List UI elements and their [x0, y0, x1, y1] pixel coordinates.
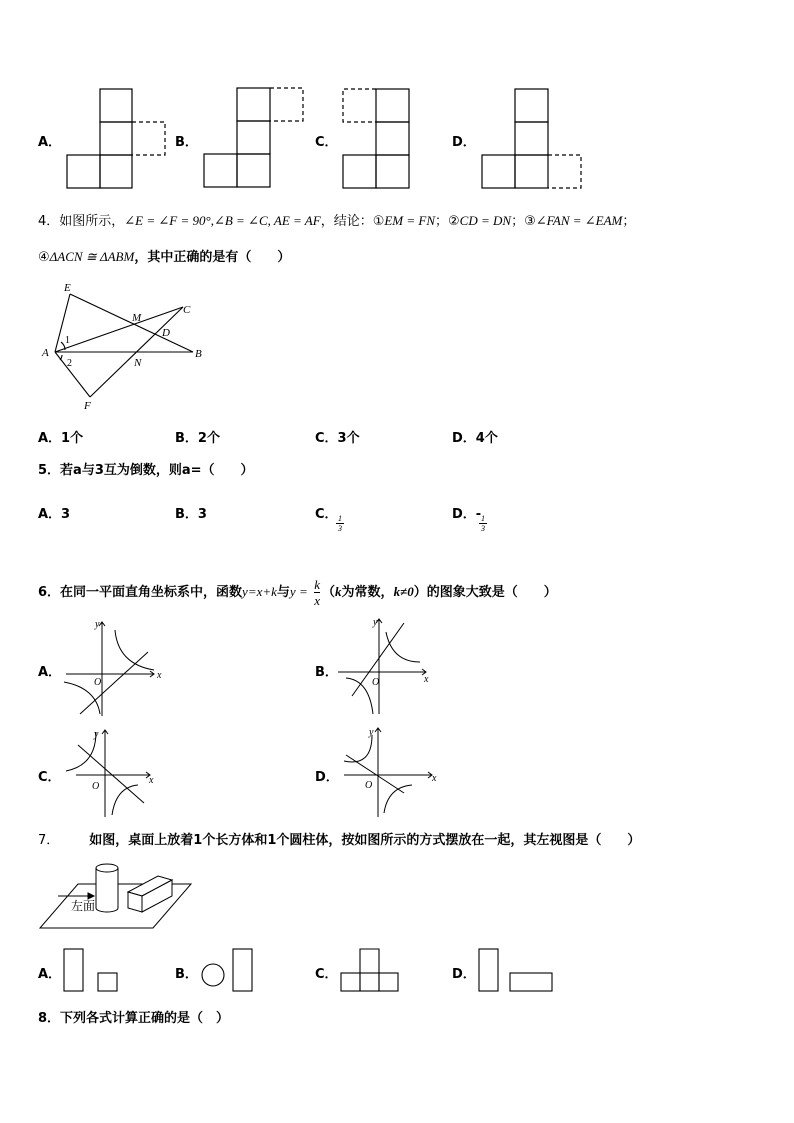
q4-label-B: B — [195, 348, 202, 360]
q4-label-F: F — [84, 400, 91, 412]
q5-option-d: D．- — [452, 507, 482, 522]
q4-label-E: E — [64, 282, 71, 294]
svg-text:x: x — [424, 674, 429, 685]
q6-option-b-label: B． — [315, 665, 338, 680]
q5-option-a: A．3 — [38, 507, 71, 522]
q4-label-C: C — [183, 304, 191, 316]
q7-option-a-label: A． — [38, 967, 62, 982]
q3-option-b-label: B． — [175, 135, 198, 150]
q6-question: 6．在同一平面直角坐标系中，函数y=x+k与y = $\frac{k}{x}$ （k为常数，k≠0）的图象大致是（ ） — [38, 577, 557, 608]
q6-option-c-graph — [62, 727, 162, 821]
q3-option-a-figure — [66, 88, 176, 190]
q4-option-d: D．4个 — [452, 431, 498, 446]
q4-angle-2: 2 — [67, 358, 72, 369]
svg-text:O: O — [372, 677, 380, 688]
svg-text:y: y — [95, 619, 100, 630]
q6-option-a-label: A． — [38, 665, 62, 680]
q5-option-b: B．3 — [175, 507, 207, 522]
q4-condition-math: ∠E = ∠F = 90°,∠B = ∠C, AE = AF — [124, 213, 321, 228]
q4-question-line2: ④ΔACN ≅ ΔABM，其中正确的是有（ ） — [38, 249, 291, 265]
q5-question: 5．若a与3互为倒数，则a=（ ） — [38, 463, 254, 478]
q4-label-M: M — [132, 312, 142, 324]
q3-option-d-label: D． — [452, 135, 476, 150]
q6-option-d-graph — [336, 725, 441, 821]
q6-fraction: $\frac{k}{x}$ — [314, 577, 321, 608]
svg-text:x: x — [157, 670, 162, 681]
q7-question: 7． 如图，桌面上放着1个长方体和1个圆柱体，按如图所示的方式摆放在一起，其左视图是（ ） — [38, 833, 641, 848]
q7-option-c-figure — [340, 948, 402, 994]
svg-text:x: x — [149, 775, 154, 786]
q8-question: 8．下列各式计算正确的是（ ） — [38, 1011, 230, 1026]
q4-question-line1: 4．如图所示，∠E = ∠F = 90°,∠B = ∠C, AE = AF，结论：①EM = FN；②CD = DN；③∠FAN = ∠EAM； — [38, 213, 636, 229]
q7-option-b-label: B． — [175, 967, 198, 982]
svg-text:O: O — [365, 780, 373, 791]
q7-left-face-label: 左面 — [71, 899, 96, 913]
q4-label-A: A — [42, 347, 49, 359]
q6-option-d-label: D． — [315, 770, 339, 785]
q4-angle-1: 1 — [65, 335, 70, 346]
q7-option-a-figure — [62, 948, 122, 994]
svg-text:x: x — [432, 773, 437, 784]
q5-option-d-fraction: $\frac{1}{3}$ — [481, 514, 485, 533]
q4-conclusion-1: ①EM = FN — [372, 213, 436, 229]
q4-option-b: B．2个 — [175, 431, 220, 446]
q5-option-c-fraction: $\frac{1}{3}$ — [338, 514, 342, 533]
q6-option-a-graph — [62, 618, 167, 718]
q7-option-d-figure — [477, 948, 557, 994]
q4-geometry-figure — [38, 280, 218, 415]
q4-conclusion-4: ΔACN ≅ ΔABM — [49, 249, 135, 264]
q6-option-b-graph — [336, 616, 441, 718]
q4-label-D: D — [162, 327, 170, 339]
q3-option-c-figure — [342, 88, 452, 190]
svg-text:O: O — [92, 781, 100, 792]
q4-option-c: C．3个 — [315, 431, 360, 446]
svg-text:y: y — [94, 729, 99, 740]
svg-text:y: y — [373, 617, 378, 628]
q7-option-d-label: D． — [452, 967, 476, 982]
q7-option-b-figure — [200, 948, 260, 994]
q4-conclusion-3: ∠FAN = ∠EAM — [535, 213, 623, 228]
q6-option-c-label: C． — [38, 770, 61, 785]
q5-option-c: C． — [315, 507, 338, 522]
q7-solids-figure — [38, 856, 198, 936]
q3-option-d-figure — [481, 88, 591, 190]
q4-option-a: A．1个 — [38, 431, 84, 446]
q3-option-a-label: A． — [38, 135, 62, 150]
q3-option-c-label: C． — [315, 135, 338, 150]
q7-option-c-label: C． — [315, 967, 338, 982]
q4-label-N: N — [134, 357, 142, 369]
q4-conclusion-2: CD = DN — [459, 213, 512, 228]
svg-text:y: y — [369, 727, 374, 738]
svg-text:O: O — [94, 677, 102, 688]
q3-option-b-figure — [203, 87, 313, 189]
